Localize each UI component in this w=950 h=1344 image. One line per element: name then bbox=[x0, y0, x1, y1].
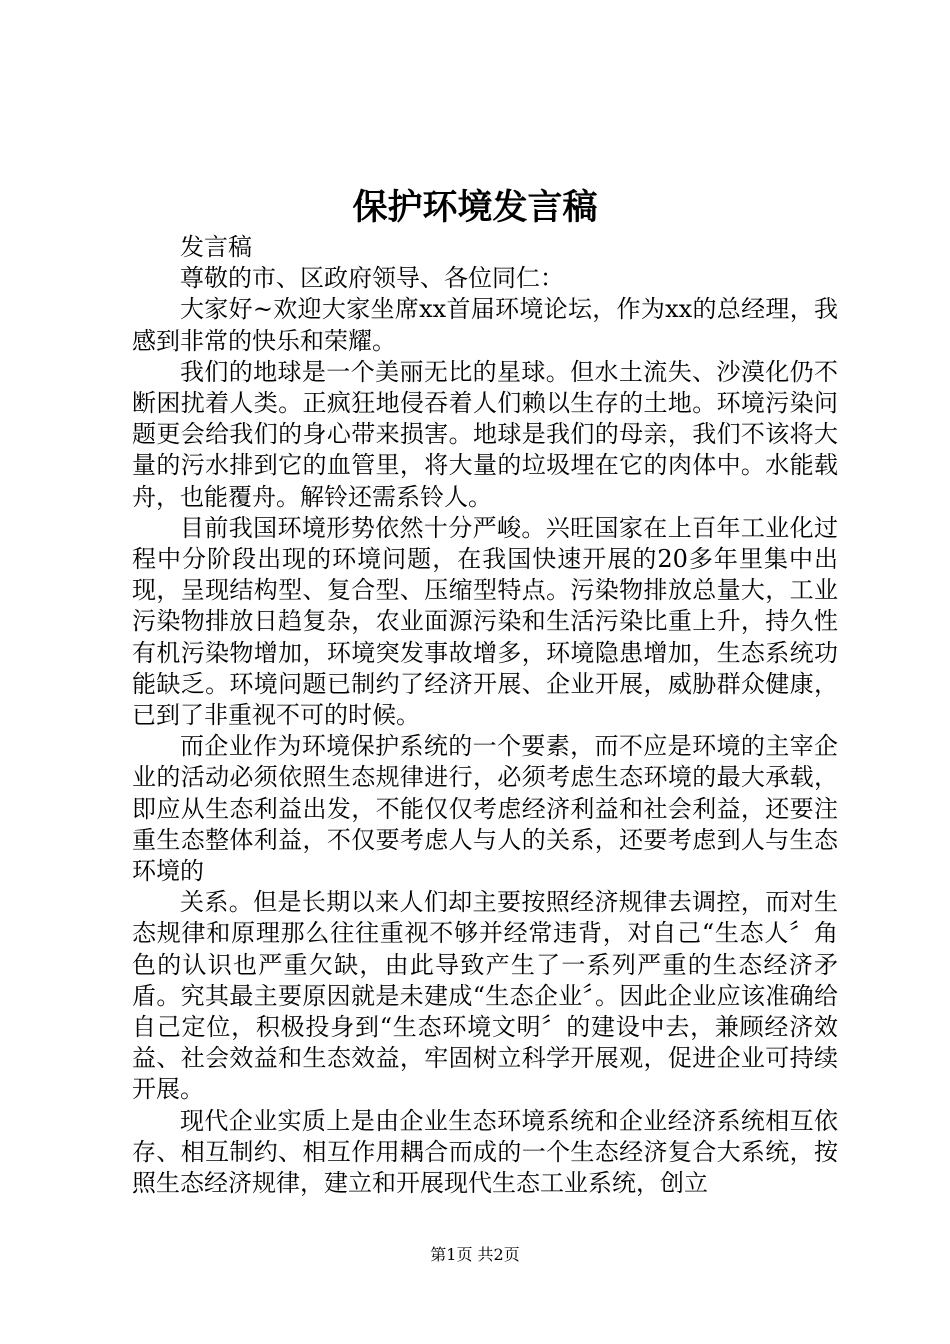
page-number-footer: 第1页 共2页 bbox=[430, 1245, 520, 1264]
paragraph: 发言稿 bbox=[180, 233, 252, 261]
document-title: 保护环境发言稿 bbox=[352, 187, 598, 228]
paragraph: 我们的地球是一个美丽无比的星球。但水土流失、沙漠化仍不断困扰着人类。正疯狂地侵吞着人们赖以生存的土地。环境污染问题更会给我们的身心带来损害。地球是我们的母亲，我们不该将大量的污水排到它的血管里，将大量的垃圾埋在它的肉体中。水能载舟，也能覆舟。解铃还需系铃人。 bbox=[132, 357, 838, 511]
paragraph: 而企业作为环境保护系统的一个要素，而不应是环境的主宰企业的活动必须依照生态规律进行，必须考虑生态环境的最大承载，即应从生态利益出发，不能仅仅考虑经济利益和社会利益，还要注重生态整体利益，不仅要考虑人与人的关系，还要考虑到人与生态环境的 bbox=[132, 732, 838, 886]
document-body bbox=[132, 232, 838, 1199]
paragraph: 尊敬的市、区政府领导、各位同仁： bbox=[180, 264, 564, 293]
paragraph: 关系。但是长期以来人们却主要按照经济规律去调控，而对生态规律和原理那么往往重视不够并经常违背，对自己“生态人〞角色的认识也严重欠缺，由此导致产生了一系列严重的生态经济矛盾。究其最主要原因就是未建成“生态企业〞。因此企业应该准确给自己定位，积极投身到“生态环境文明〞的建设中去，兼顾经济效益、社会效益和生态效益，牢固树立科学开展观，促进企业可持续开展。 bbox=[132, 888, 838, 1104]
paragraph: 目前我国环境形势依然十分严峻。兴旺国家在上百年工业化过程中分阶段出现的环境问题，在我国快速开展的20多年里集中出现，呈现结构型、复合型、压缩型特点。污染物排放总量大，工业污染物排放日趋复杂，农业面源污染和生活污染比重上升，持久性有机污染物增加，环境突发事故增多，环境隐患增加，生态系统功能缺乏。环境问题已制约了经济开展、企业开展，威胁群众健康，已到了非重视不可的时候。 bbox=[132, 513, 838, 730]
paragraph: 现代企业实质上是由企业生态环境系统和企业经济系统相互依存、相互制约、相互作用耦合而成的一个生态经济复合大系统，按照生态经济规律，建立和开展现代生态工业系统，创立 bbox=[132, 1106, 838, 1198]
paragraph: 大家好~欢迎大家坐席xx首届环境论坛，作为xx的总经理，我感到非常的快乐和荣耀。 bbox=[132, 295, 838, 355]
